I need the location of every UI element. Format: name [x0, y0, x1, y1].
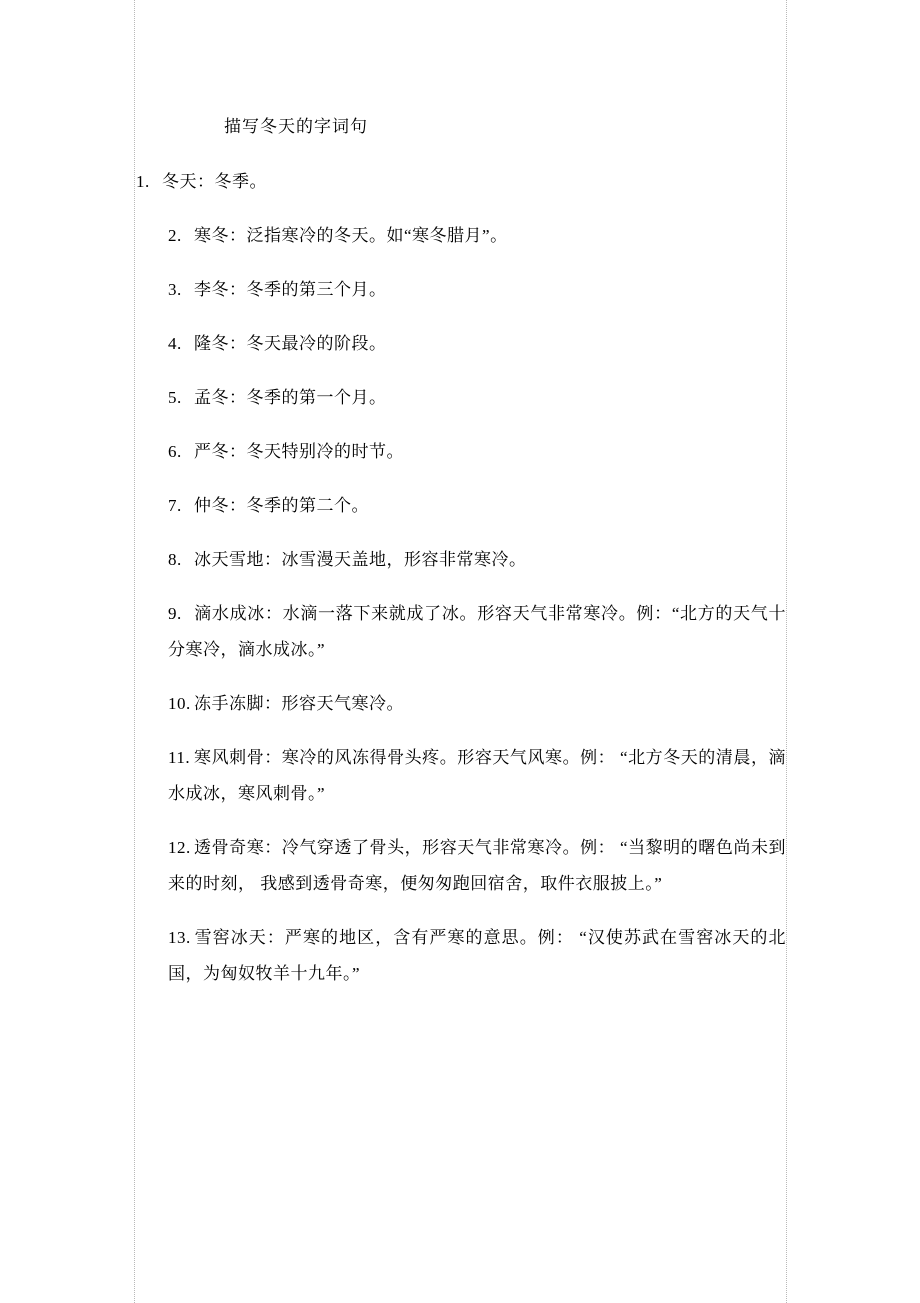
list-item: [134, 830, 786, 902]
list-item: [134, 740, 786, 812]
list-item-text: 滴水成冰：水滴一落下来就成了冰。形容天气非常寒冷。例：“北方的天气十分寒冷，滴水成冰。”: [168, 604, 786, 659]
list-item-number: 8.: [168, 550, 182, 569]
list-item-text: 孟冬：冬季的第一个月。: [194, 388, 387, 407]
list-item: [134, 596, 786, 668]
list-item-number: 13.: [168, 928, 191, 947]
list-item-number: 5.: [168, 388, 182, 407]
list-item-number: 6.: [168, 442, 182, 461]
list-item-text: 仲冬：冬季的第二个。: [194, 496, 369, 515]
list-item: [134, 164, 786, 200]
list-item-number: 3.: [168, 280, 182, 299]
page-title: 描写冬天的字词句: [224, 117, 368, 136]
list-item-text: 雪窖冰天：严寒的地区，含有严寒的意思。例： “汉使苏武在雪窖冰天的北国，为匈奴牧羊十九年。”: [168, 928, 786, 983]
list-item-number: 11.: [168, 748, 191, 767]
list-item-text: 隆冬：冬天最冷的阶段。: [194, 334, 387, 353]
list-item-text: 冻手冻脚：形容天气寒冷。: [194, 694, 404, 713]
list-item: [134, 920, 786, 992]
list-item: [134, 542, 786, 578]
list-item-text: 冰天雪地：冰雪漫天盖地，形容非常寒冷。: [194, 550, 527, 569]
list-item-number: 12.: [168, 838, 191, 857]
list-item-number: 7.: [168, 496, 182, 515]
list-item-text: 李冬：冬季的第三个月。: [194, 280, 387, 299]
list-item-number: 1.: [136, 172, 150, 191]
list-item-text: 寒风刺骨：寒冷的风冻得骨头疼。形容天气风寒。例： “北方冬天的清晨，滴水成冰，寒风刺骨。”: [168, 748, 786, 803]
list-item: [134, 326, 786, 362]
list-item: [134, 272, 786, 308]
list-item-text: 寒冬：泛指寒冷的冬天。如“寒冬腊月”。: [194, 226, 508, 245]
list-item-number: 4.: [168, 334, 182, 353]
list-item-text: 严冬：冬天特别冷的时节。: [194, 442, 404, 461]
right-margin-guide: [786, 0, 787, 1303]
list-item-text: 透骨奇寒：冷气穿透了骨头，形容天气非常寒冷。例： “当黎明的曙色尚未到来的时刻， 我感到透骨奇寒，便匆匆跑回宿舍，取件衣服披上。”: [168, 838, 786, 893]
list-item: [134, 686, 786, 722]
list-item-number: 2.: [168, 226, 182, 245]
list-item: [134, 218, 786, 254]
list-item-number: 10.: [168, 694, 191, 713]
entry-list: [134, 164, 786, 992]
list-item-text: 冬天：冬季。: [162, 172, 267, 191]
list-item-number: 9.: [168, 604, 182, 623]
list-item: [134, 434, 786, 470]
list-item: [134, 488, 786, 524]
list-item: [134, 380, 786, 416]
document-content: [134, 112, 786, 1010]
